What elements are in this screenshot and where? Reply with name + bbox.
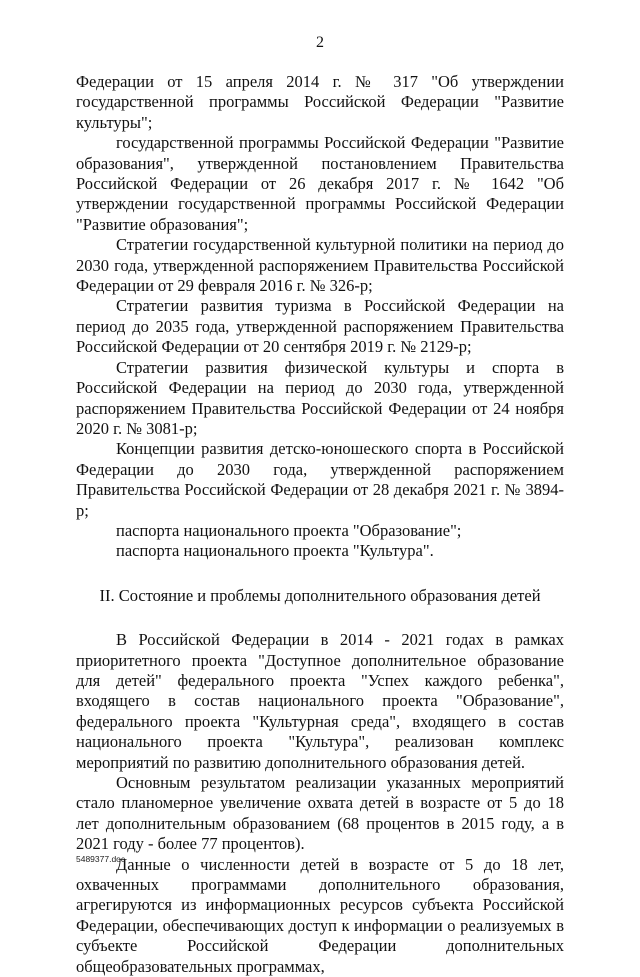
paragraph: Основным результатом реализации указанных мероприятий стало планомерное увеличение охвата детей в возрасте от 5 до 18 лет дополнительным образованием (68 процентов в 2015 году, а в 2021 году - более 77 процентов). [76,773,564,854]
paragraph: Стратегии развития физической культуры и спорта в Российской Федерации на период до 2030 года, утвержденной распоряжением Правительства Российской Федерации от 24 ноября 2020 г. № 3081-р; [76,357,564,438]
footer-document-code: 5489377.doc [76,854,126,864]
paragraph: Стратегии развития туризма в Российской Федерации на период до 2035 года, утвержденной распоряжением Правительства Российской Федерации от 20 сентября 2019 г. № 2129-р; [76,296,564,357]
paragraph: Концепции развития детско-юношеского спорта в Российской Федерации до 2030 года, утвержденной распоряжением Правительства Российской Федерации от 28 декабря 2021 г. № 3894-р; [76,439,564,520]
paragraph: государственной программы Российской Федерации "Развитие образования", утвержденной постановлением Правительства Российской Федерации от 26 декабря 2017 г. № 1642 "Об утверждении государственной программы Российской Федерации "Развитие образования"; [76,133,564,234]
section-heading: II. Состояние и проблемы дополнительного образования детей [99,585,541,605]
document-body [76,72,564,977]
paragraph: паспорта национального проекта "Культура". [116,541,434,561]
paragraph: Стратегии государственной культурной политики на период до 2030 года, утвержденной распоряжением Правительства Российской Федерации от 29 февраля 2016 г. № 326-р; [76,235,564,296]
paragraph: Федерации от 15 апреля 2014 г. № 317 "Об утверждении государственной программы Российской Федерации "Развитие культуры"; [76,72,564,132]
paragraph: В Российской Федерации в 2014 - 2021 годах в рамках приоритетного проекта "Доступное дополнительное образование для детей" федерального проекта "Успех каждого ребенка", входящего в состав национального проекта "Образование", федерального проекта "Культурная среда", входящего в состав национального проекта "Культура", реализован комплекс мероприятий по развитию дополнительного образования детей. [76,630,564,772]
page-number: 2 [316,34,324,51]
paragraph: паспорта национального проекта "Образование"; [116,520,462,540]
paragraph: Данные о численности детей в возрасте от 5 до 18 лет, охваченных программами дополнительного образования, агрегируются из информационных ресурсов субъекта Российской Федерации, обеспечивающих доступ к информации о реализуемых в субъекте Российской Федерации дополнительных общеобразовательных программах, [76,854,564,976]
